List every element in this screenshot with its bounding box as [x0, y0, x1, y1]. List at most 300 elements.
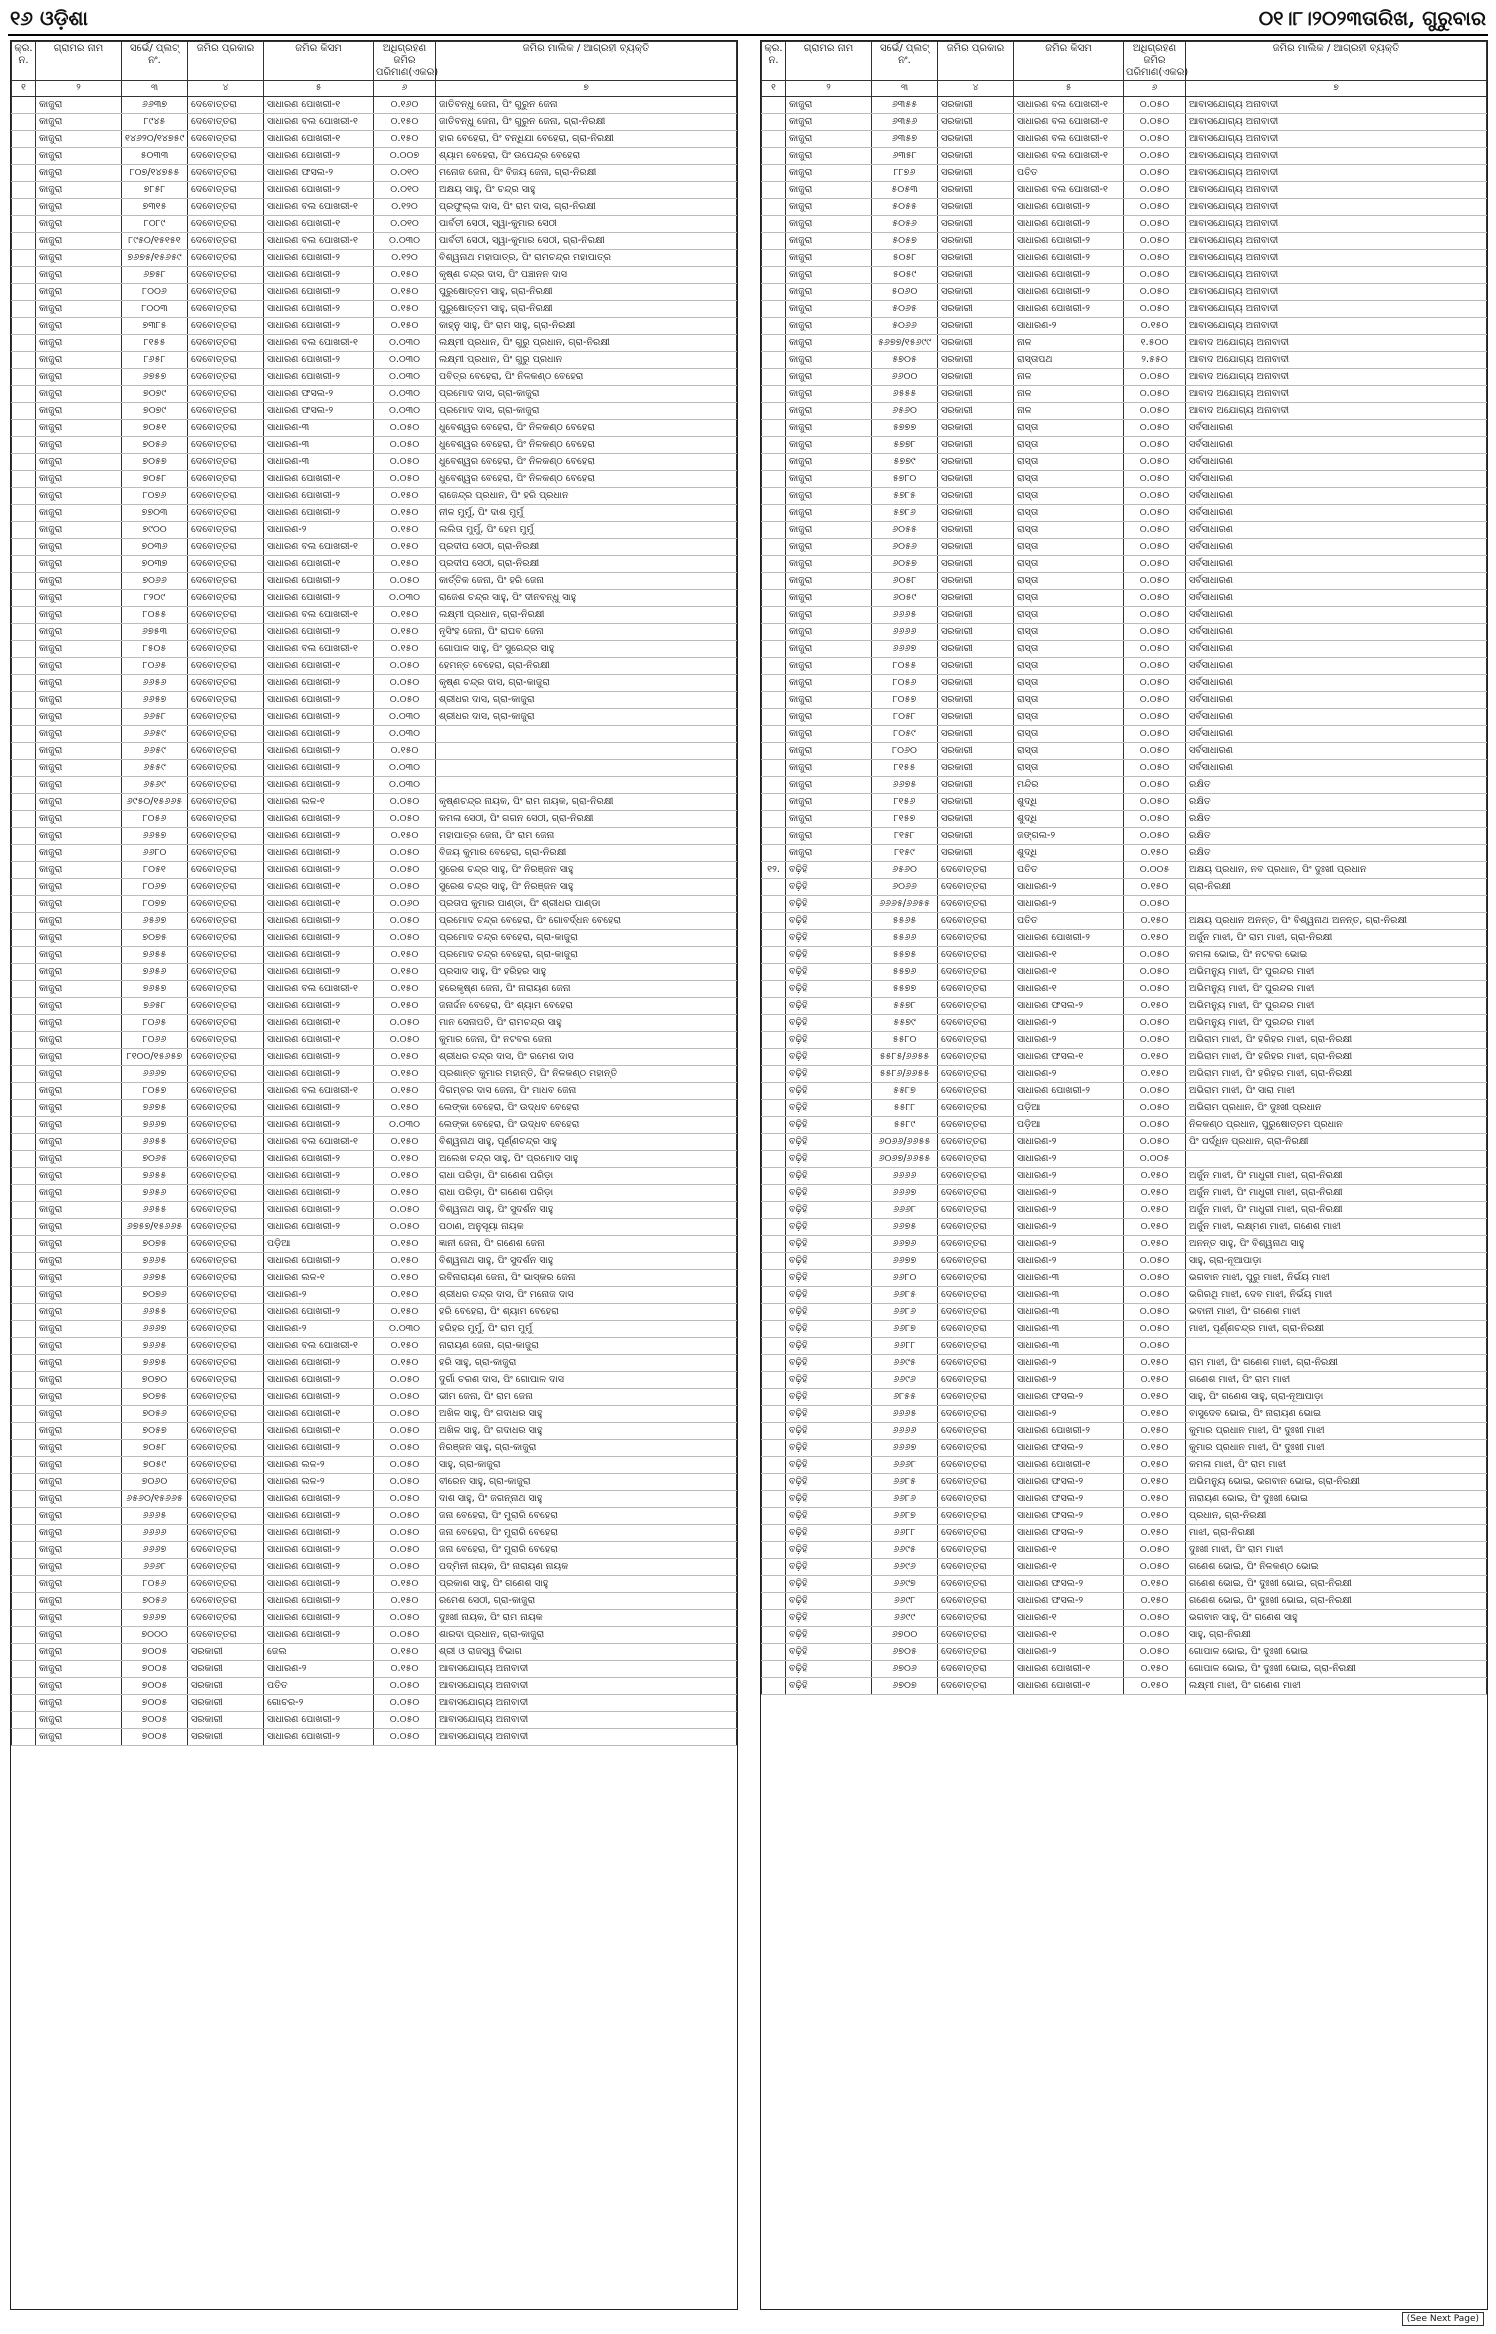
cell-serial: [12, 318, 36, 335]
cell-area: ୦.୦୫୦: [1124, 692, 1186, 709]
cell-plot: ୬୭୦୭: [872, 1678, 938, 1695]
table-row: [12, 1287, 737, 1304]
cell-land-class: ସାଧାରଣ-୨: [1014, 1066, 1124, 1083]
cell-area: ୦.୧୫୦: [1124, 1491, 1186, 1508]
cell-village: କାଜୁରା: [36, 845, 122, 862]
cell-village: ବଢ଼ିହି: [786, 1491, 872, 1508]
cell-owner: ଶ୍ରୀଧର ଦାସ, ଗ୍ରା-କାଜୁରା: [436, 692, 737, 709]
cell-area: ୧.୫୦୦: [1124, 335, 1186, 352]
cell-land-type: ଦେବୋତ୍ତରା: [938, 1100, 1014, 1117]
cell-village: କାଜୁରା: [36, 1168, 122, 1185]
cell-village: ବଢ଼ିହି: [786, 1100, 872, 1117]
cell-village: ବଢ଼ିହି: [786, 1389, 872, 1406]
cell-land-type: ଦେବୋତ୍ତରା: [938, 1372, 1014, 1389]
cell-land-class: ସାଧାରଣ-୨: [1014, 1644, 1124, 1661]
cell-owner: ସର୍ବସାଧାରଣ: [1186, 522, 1487, 539]
cell-land-class: ସାଧାରଣ ପୋଖରୀ-୨: [1014, 1423, 1124, 1440]
cell-serial: [762, 811, 786, 828]
table-row: [762, 1678, 1487, 1695]
table-row: [12, 930, 737, 947]
cell-land-type: ଦେବୋତ୍ତରା: [188, 250, 264, 267]
cell-land-class: ସାଧାରଣ ପୋଖରୀ-୨: [264, 1525, 374, 1542]
cell-village: କାଜୁରା: [36, 114, 122, 131]
cell-area: ୦.୦୩୦: [374, 760, 436, 777]
cell-village: କାଜୁରା: [36, 539, 122, 556]
cell-plot: ୬୦୫୮: [872, 573, 938, 590]
cell-village: କାଜୁରା: [36, 828, 122, 845]
cell-area: ୦.୧୫୦: [374, 1185, 436, 1202]
cell-plot: ୭୬୬୭: [122, 1117, 188, 1134]
cell-owner: ପାର୍ବତୀ ସେଠୀ, ସ୍ୱା-କୁମାର ସେଠୀ, ଗ୍ରା-ନିରକ୍ଷୀ: [436, 233, 737, 250]
cell-serial: [12, 386, 36, 403]
cell-serial: [762, 692, 786, 709]
cell-land-class: ସାଧାରଣ-୧: [1014, 1559, 1124, 1576]
cell-serial: [12, 1406, 36, 1423]
cell-serial: [762, 267, 786, 284]
cell-area: ୦.୦୫୦: [1124, 522, 1186, 539]
cell-land-class: ସାଧାରଣ-୨: [1014, 1202, 1124, 1219]
table-row: [12, 1423, 737, 1440]
cell-land-class: ସାଧାରଣ ପୋଖରୀ-୨: [264, 488, 374, 505]
cell-area: ୦.୦୩୦: [374, 386, 436, 403]
cell-village: କାଜୁରା: [36, 1117, 122, 1134]
table-row: [762, 1610, 1487, 1627]
cell-owner: ସର୍ବସାଧାରଣ: [1186, 624, 1487, 641]
table-row: [12, 97, 737, 114]
cell-village: କାଜୁରା: [36, 590, 122, 607]
cell-land-type: ଦେବୋତ୍ତରା: [188, 1627, 264, 1644]
cell-area: ୦.୦୫୦: [374, 1678, 436, 1695]
cell-plot: ୬୩୫୫: [872, 97, 938, 114]
cell-village: କାଜୁରା: [36, 420, 122, 437]
cell-land-class: ସାଧାରଣ ପୋଖରୀ-୧: [264, 658, 374, 675]
table-row: [762, 1066, 1487, 1083]
cell-village: କାଜୁରା: [36, 947, 122, 964]
cell-land-type: ସରକାରୀ: [938, 607, 1014, 624]
cell-serial: [762, 1049, 786, 1066]
cell-land-type: ଦେବୋତ୍ତରା: [938, 998, 1014, 1015]
cell-serial: [762, 1678, 786, 1695]
table-row: [12, 1729, 737, 1746]
cell-plot: ୮୧୫୬: [872, 794, 938, 811]
cell-village: କାଜୁରା: [36, 488, 122, 505]
cell-owner: [1186, 896, 1487, 913]
cell-plot: ୮୦୫୬: [872, 675, 938, 692]
cell-village: କାଜୁରା: [36, 216, 122, 233]
cell-plot: ୮୦୫୧: [122, 862, 188, 879]
cell-village: କାଜୁରା: [36, 522, 122, 539]
cell-land-type: ଦେବୋତ୍ତରା: [188, 1423, 264, 1440]
cell-land-type: ସରକାରୀ: [938, 590, 1014, 607]
cell-village: କାଜୁରା: [786, 97, 872, 114]
table-row: [762, 267, 1487, 284]
cell-village: ବଢ଼ିହି: [786, 1202, 872, 1219]
table-row: [12, 488, 737, 505]
cell-land-class: ସାଧାରଣ ପୋଖରୀ-୨: [264, 828, 374, 845]
cell-land-class: ସାଧାରଣ-୩: [264, 420, 374, 437]
cell-land-type: ଦେବୋତ୍ତରା: [188, 403, 264, 420]
cell-serial: [762, 879, 786, 896]
table-row: [762, 1134, 1487, 1151]
table-row: [12, 1542, 737, 1559]
cell-land-class: ସାଧାରଣ ପୋଖରୀ-୧: [264, 97, 374, 114]
cell-land-class: ରାସ୍ତା: [1014, 556, 1124, 573]
cell-village: ବଢ଼ିହି: [786, 964, 872, 981]
cell-plot: ୭୦୦୫: [122, 1695, 188, 1712]
table-row: [762, 1032, 1487, 1049]
cell-plot: ୭୦୫୧: [122, 420, 188, 437]
cell-land-type: ଦେବୋତ୍ତରା: [938, 1270, 1014, 1287]
cell-area: ୦.୦୫୦: [374, 1440, 436, 1457]
cell-village: କାଜୁରା: [786, 692, 872, 709]
cell-serial: [762, 1389, 786, 1406]
cell-serial: [12, 641, 36, 658]
cell-owner: ଅଭିମନ୍ୟୁ ମାଝୀ, ପିଂ ପୁରନ୍ଦର ମାଝୀ: [1186, 998, 1487, 1015]
table-row: [12, 335, 737, 352]
cell-area: ୦.୧୫୦: [374, 131, 436, 148]
cell-owner: ଶ୍ରୀଧର ଚନ୍ଦ୍ର ଦାସ, ପିଂ ରମେଶ ଦାସ: [436, 1049, 737, 1066]
table-row: [12, 1083, 737, 1100]
cell-owner: ରାଜେଶ ଚନ୍ଦ୍ର ସାହୁ, ପିଂ ଦୀନବନ୍ଧୁ ସାହୁ: [436, 590, 737, 607]
cell-serial: [12, 97, 36, 114]
cell-area: ୦.୦୩୦: [374, 1117, 436, 1134]
cell-plot: ୬୩୫୮: [872, 148, 938, 165]
cell-land-type: ଦେବୋତ୍ତରା: [188, 998, 264, 1015]
table-row: [762, 148, 1487, 165]
cell-plot: ୭୬୭୫/୧୫୬୫୯: [122, 250, 188, 267]
cell-village: ବଢ଼ିହି: [786, 1610, 872, 1627]
table-row: [12, 301, 737, 318]
cell-land-type: ଦେବୋତ୍ତରା: [938, 1474, 1014, 1491]
cell-owner: [436, 743, 737, 760]
cell-land-type: ସରକାରୀ: [938, 488, 1014, 505]
cell-land-class: ସାଧାରଣ ପୋଖରୀ-୨: [264, 709, 374, 726]
cell-plot: ୮୫୦୫: [122, 641, 188, 658]
cell-land-type: ଦେବୋତ୍ତରା: [938, 1032, 1014, 1049]
col-num-7: ୭: [1186, 81, 1487, 97]
cell-land-class: ସାଧାରଣ-୨: [1014, 1151, 1124, 1168]
cell-village: କାଜୁରା: [36, 301, 122, 318]
cell-village: କାଜୁରା: [36, 1287, 122, 1304]
cell-area: ୦.୦୫୦: [1124, 420, 1186, 437]
cell-land-type: ଦେବୋତ୍ତରା: [188, 913, 264, 930]
cell-area: ୦.୦୫୦: [374, 811, 436, 828]
cell-village: କାଜୁରା: [36, 1083, 122, 1100]
cell-village: କାଜୁରା: [36, 403, 122, 420]
cell-land-type: ସରକାରୀ: [938, 131, 1014, 148]
cell-plot: ୬୬୦୦: [872, 369, 938, 386]
cell-area: ୦.୧୫୦: [1124, 1593, 1186, 1610]
cell-land-class: ସାଧାରଣ-୨: [1014, 1185, 1124, 1202]
table-row: [12, 1559, 737, 1576]
cell-village: କାଜୁରା: [786, 233, 872, 250]
cell-land-class: ରାସ୍ତା: [1014, 573, 1124, 590]
table-row: [762, 114, 1487, 131]
cell-owner: ସର୍ବସାଧାରଣ: [1186, 505, 1487, 522]
table-row: [12, 539, 737, 556]
cell-owner: ଆବାଦ ଅଯୋଗ୍ୟ ଅନାବାଦୀ: [1186, 335, 1487, 352]
cell-land-class: ସାଧାରଣ ପୋଖରୀ-୨: [1014, 250, 1124, 267]
table-row: [762, 1576, 1487, 1593]
table-row: [12, 148, 737, 165]
table-row: [762, 454, 1487, 471]
cell-village: ବଢ଼ିହି: [786, 1066, 872, 1083]
cell-land-class: ରାସ୍ତା: [1014, 726, 1124, 743]
cell-area: ୦.୦୦୭: [374, 148, 436, 165]
table-row: [762, 505, 1487, 522]
cell-village: କାଜୁରା: [36, 1355, 122, 1372]
cell-serial: [762, 199, 786, 216]
table-row: [12, 1015, 737, 1032]
cell-owner: ସୁରେଶ ଚନ୍ଦ୍ର ସାହୁ, ପିଂ ନିରଞ୍ଜନ ସାହୁ: [436, 862, 737, 879]
cell-owner: ଅଭିମନ୍ୟୁ ମାଝୀ, ପିଂ ପୁରନ୍ଦର ମାଝୀ: [1186, 981, 1487, 998]
cell-area: ୦.୦୫୦: [1124, 386, 1186, 403]
cell-owner: ପ୍ରଧାନ, ଗ୍ରା-ନିରକ୍ଷୀ: [1186, 1508, 1487, 1525]
cell-land-type: ଦେବୋତ୍ତରା: [188, 1219, 264, 1236]
cell-owner: ପାର୍ବତୀ ସେଠୀ, ସ୍ୱା-କୁମାର ସେଠୀ: [436, 216, 737, 233]
cell-serial: [762, 1627, 786, 1644]
cell-plot: ୬୦୫୬: [872, 539, 938, 556]
cell-land-type: ସରକାରୀ: [938, 97, 1014, 114]
table-row: [12, 1712, 737, 1729]
cell-land-type: ଦେବୋତ୍ତରା: [938, 947, 1014, 964]
cell-plot: ୬୦୬୬: [872, 879, 938, 896]
cell-land-class: ସାଧାରଣ-୨: [1014, 1372, 1124, 1389]
cell-plot: ୭୦୫୬: [122, 1406, 188, 1423]
cell-land-type: ଦେବୋତ୍ତରା: [188, 947, 264, 964]
cell-serial: [12, 573, 36, 590]
cell-land-class: ସାଧାରଣ ପୋଖରୀ-୨: [264, 1253, 374, 1270]
cell-village: ବଢ଼ିହି: [786, 1083, 872, 1100]
cell-land-class: ନାଳ: [1014, 386, 1124, 403]
cell-village: କାଜୁରା: [36, 437, 122, 454]
cell-land-class: ସାଧାରଣ ପୋଖରୀ-୧: [264, 879, 374, 896]
cell-serial: [12, 862, 36, 879]
table-row: [762, 1287, 1487, 1304]
cell-land-type: ଦେବୋତ୍ତରା: [188, 97, 264, 114]
cell-land-class: ସାଧାରଣ-୨: [1014, 1015, 1124, 1032]
cell-land-type: ଦେବୋତ୍ତରା: [188, 590, 264, 607]
col-num-4: ୪: [188, 81, 264, 97]
cell-land-type: ଦେବୋତ୍ତରା: [188, 488, 264, 505]
cell-land-type: ଦେବୋତ୍ତରା: [188, 930, 264, 947]
col-serial: କ୍ର. ନ.: [12, 42, 36, 81]
cell-owner: ପ୍ରଶାନ୍ତ କୁମାର ମହାନ୍ତି, ପିଂ ନିଳକଣ୍ଠ ମହାନ୍ତି: [436, 1066, 737, 1083]
col-land-type: ଜମିର ପ୍ରକାର: [188, 42, 264, 81]
table-row: [762, 522, 1487, 539]
cell-land-type: ସରକାରୀ: [938, 675, 1014, 692]
cell-serial: [762, 1168, 786, 1185]
cell-area: ୦.୧୫୦: [1124, 1661, 1186, 1678]
cell-village: ବଢ଼ିହି: [786, 1219, 872, 1236]
cell-land-class: ସାଧାରଣ ଫସଲ-୨: [1014, 998, 1124, 1015]
cell-plot: ୫୫୮୦: [872, 1032, 938, 1049]
cell-serial: [762, 1406, 786, 1423]
cell-land-class: ସାଧାରଣ ପୋଖରୀ-୨: [264, 267, 374, 284]
table-row: [762, 1457, 1487, 1474]
cell-village: ବଢ଼ିହି: [786, 1270, 872, 1287]
table-row: [762, 1440, 1487, 1457]
cell-village: ବଢ଼ିହି: [786, 1576, 872, 1593]
cell-serial: [762, 1542, 786, 1559]
cell-plot: ୬୬୭୫: [872, 777, 938, 794]
cell-village: ବଢ଼ିହି: [786, 1474, 872, 1491]
cell-plot: ୫୦୬୬: [872, 318, 938, 335]
cell-land-type: ଦେବୋତ୍ତରା: [188, 1559, 264, 1576]
cell-land-class: ସାଧାରଣ ଫସଲ-୨: [1014, 1508, 1124, 1525]
cell-village: ବଢ଼ିହି: [786, 1559, 872, 1576]
cell-land-class: ସାଧାରଣ ପୋଖରୀ-୨: [264, 505, 374, 522]
cell-land-class: ସାଧାରଣ-୨: [1014, 1236, 1124, 1253]
cell-land-class: ସାଧାରଣ-୨: [264, 522, 374, 539]
cell-village: କାଜୁରା: [36, 386, 122, 403]
cell-land-type: ଦେବୋତ୍ତରା: [188, 1066, 264, 1083]
cell-village: କାଜୁରା: [786, 658, 872, 675]
cell-serial: [762, 539, 786, 556]
cell-area: ୦.୧୫୦: [374, 1593, 436, 1610]
cell-serial: [12, 794, 36, 811]
cell-area: ୦.୧୫୦: [1124, 1049, 1186, 1066]
cell-area: ୦.୧୫୦: [1124, 1219, 1186, 1236]
cell-land-type: ଦେବୋତ୍ତରା: [188, 1593, 264, 1610]
cell-land-class: ସାଧାରଣ-୧: [1014, 1610, 1124, 1627]
cell-area: ୦.୦୫୦: [1124, 777, 1186, 794]
cell-owner: ସର୍ବସାଧାରଣ: [1186, 675, 1487, 692]
cell-serial: [762, 352, 786, 369]
cell-plot: ୭୦୭୯: [122, 386, 188, 403]
table-row: [12, 964, 737, 981]
cell-village: କାଜୁରା: [36, 318, 122, 335]
table-row: [12, 454, 737, 471]
cell-plot: ୬୦୫୯: [872, 590, 938, 607]
cell-plot: ୬୬୩୭: [122, 97, 188, 114]
cell-serial: [12, 488, 36, 505]
cell-plot: ୭୬୭୫: [122, 1100, 188, 1117]
table-row: [762, 556, 1487, 573]
cell-village: ବଢ଼ିହି: [786, 1593, 872, 1610]
table-row: [762, 862, 1487, 879]
cell-serial: [12, 1185, 36, 1202]
cell-plot: ୬୫୬୭: [122, 913, 188, 930]
cell-plot: ୭୦୦୦: [122, 1627, 188, 1644]
cell-serial: [762, 471, 786, 488]
cell-land-class: ସାଧାରଣ ପୋଖରୀ-୨: [264, 1372, 374, 1389]
cell-land-class: ସାଧାରଣ ଲଳ-୨: [264, 1457, 374, 1474]
cell-plot: ୬୫୬୦/୧୫୬୬୫: [122, 1491, 188, 1508]
cell-land-type: ଦେବୋତ୍ତରା: [938, 1049, 1014, 1066]
cell-plot: ୮୮୭୬: [872, 165, 938, 182]
cell-village: କାଜୁରା: [36, 709, 122, 726]
cell-land-class: ସାଧାରଣ ପୋଖରୀ-୨: [264, 743, 374, 760]
cell-owner: ବୀରେନ ସାହୁ, ଗ୍ରା-କାଜୁରା: [436, 1474, 737, 1491]
cell-village: କାଜୁରା: [36, 1134, 122, 1151]
cell-land-class: ରାସ୍ତା: [1014, 522, 1124, 539]
cell-village: ବଢ଼ିହି: [786, 1287, 872, 1304]
cell-owner: କୃଷ୍ଣ ଚନ୍ଦ୍ର ଦାସ, ପିଂ ପଞ୍ଚାନନ ଦାସ: [436, 267, 737, 284]
cell-plot: ୮୦୫୫: [872, 658, 938, 675]
cell-plot: ୮୦୭/୧୪୭୫୫: [122, 165, 188, 182]
cell-owner: ପିଂ ପର୍ଦ୍ଧିନ ପ୍ରଧାନ, ଗ୍ରା-ନିରକ୍ଷୀ: [1186, 1134, 1487, 1151]
cell-owner: [436, 777, 737, 794]
cell-owner: ଅଖିଳ ସାହୁ, ପିଂ ଗଦାଧର ସାହୁ: [436, 1406, 737, 1423]
cell-village: କାଜୁରା: [36, 1032, 122, 1049]
cell-land-type: ସରକାରୀ: [938, 454, 1014, 471]
table-row: [12, 1134, 737, 1151]
cell-plot: ୮୦୬୫: [122, 1015, 188, 1032]
cell-area: ୦.୧୫୦: [1124, 1440, 1186, 1457]
cell-area: ୦.୦୫୦: [374, 1627, 436, 1644]
cell-serial: [762, 726, 786, 743]
cell-plot: ୭୬୫୭: [122, 981, 188, 998]
cell-owner: ପ୍ରମୋଦ ଚନ୍ଦ୍ର ବେହେରା, ପିଂ ଗୋବର୍ଦ୍ଧନ ବେହେରା: [436, 913, 737, 930]
col-owner: ଜମିର ମାଲିକ / ଆଗ୍ରହୀ ବ୍ୟକ୍ତି: [436, 42, 737, 81]
table-row: [12, 947, 737, 964]
table-row: [762, 216, 1487, 233]
table-row: [12, 811, 737, 828]
table-row: [12, 913, 737, 930]
cell-area: ୦.୧୫୦: [374, 284, 436, 301]
table-row: [12, 1389, 737, 1406]
cell-land-type: ଦେବୋତ୍ତରା: [188, 1610, 264, 1627]
cell-land-class: ସାଧାରଣ ପୋଖରୀ-୨: [264, 947, 374, 964]
cell-owner: ଜନା ବେହେରା, ପିଂ ମୁରାରି ବେହେରା: [436, 1508, 737, 1525]
cell-serial: [762, 641, 786, 658]
cell-village: କାଜୁରା: [36, 335, 122, 352]
cell-village: କାଜୁରା: [36, 1372, 122, 1389]
cell-area: ୦.୦୫୦: [1124, 488, 1186, 505]
cell-serial: [762, 131, 786, 148]
cell-village: କାଜୁରା: [36, 913, 122, 930]
cell-serial: [12, 1542, 36, 1559]
cell-owner: ପୁରୁଷୋତ୍ତମ ସାହୁ, ଗ୍ରା-ନିରକ୍ଷୀ: [436, 301, 737, 318]
cell-serial: [762, 1610, 786, 1627]
cell-village: କାଜୁରା: [36, 1491, 122, 1508]
cell-area: ୦.୦୫୦: [374, 1219, 436, 1236]
left-column: [10, 40, 738, 2310]
cell-area: ୦.୦୫୦: [1124, 556, 1186, 573]
cell-owner: ଗୋପାଳ ଭୋଇ, ପିଂ ଦୁଃଖୀ ଭୋଇ, ଗ୍ରା-ନିରକ୍ଷୀ: [1186, 1661, 1487, 1678]
cell-land-class: ରାସ୍ତା: [1014, 658, 1124, 675]
cell-land-class: ସାଧାରଣ ପୋଖରୀ-୨: [264, 930, 374, 947]
cell-plot: ୭୯୦୦: [122, 522, 188, 539]
cell-owner: ସାହୁ, ଗ୍ରା-ନିରକ୍ଷୀ: [1186, 1627, 1487, 1644]
cell-area: ୦.୧୫୦: [1124, 998, 1186, 1015]
cell-area: ୦.୦୫୦: [1124, 709, 1186, 726]
cell-village: ବଢ଼ିହି: [786, 1355, 872, 1372]
cell-village: କାଜୁରା: [36, 250, 122, 267]
cell-owner: ପଠାଣ, ଅନୁସୂୟା ନାୟକ: [436, 1219, 737, 1236]
cell-land-type: ଦେବୋତ୍ତରା: [188, 301, 264, 318]
cell-plot: ୮୧୫୯: [872, 845, 938, 862]
cell-land-class: ସାଧାରଣ-୩: [264, 437, 374, 454]
cell-plot: ୬୬୮୮: [872, 1338, 938, 1355]
table-row: [12, 1236, 737, 1253]
cell-land-class: ରାସ୍ତା: [1014, 607, 1124, 624]
cell-area: ୦.୧୫୦: [1124, 318, 1186, 335]
cell-land-type: ଦେବୋତ୍ତରା: [938, 1576, 1014, 1593]
cell-area: ୦.୦୦୫: [1124, 862, 1186, 879]
table-row: [762, 1372, 1487, 1389]
cell-area: ୦.୦୩୦: [374, 403, 436, 420]
cell-serial: [12, 1678, 36, 1695]
cell-land-class: ସାଧାରଣ-୨: [1014, 1134, 1124, 1151]
cell-land-class: ପଡ଼ିଆ: [1014, 1100, 1124, 1117]
cell-area: ୦.୦୩୦: [374, 1321, 436, 1338]
cell-land-type: ଦେବୋତ୍ତରା: [938, 1168, 1014, 1185]
cell-land-type: ଦେବୋତ୍ତରା: [188, 845, 264, 862]
table-row: [12, 1202, 737, 1219]
cell-owner: ଲେଙ୍କା ବେହେରା, ପିଂ ଉଦ୍ଧବ ବେହେରା: [436, 1117, 737, 1134]
